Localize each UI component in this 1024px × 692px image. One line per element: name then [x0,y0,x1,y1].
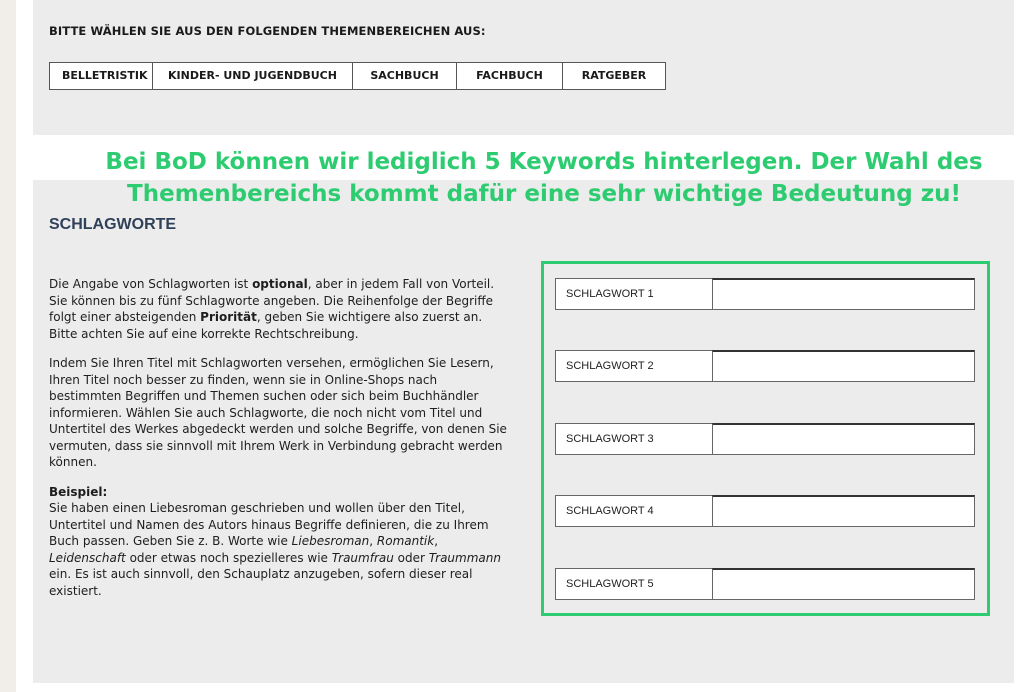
keywords-description [49,276,509,612]
example-paragraph [49,484,509,600]
keyword-fields-highlight [541,261,990,616]
annotation-line-2: Themenbereichs kommt dafür eine sehr wichtige Bedeutung zu! [127,181,961,207]
section-title: SCHLAGWORTE [49,216,177,233]
keyword-label-1: SCHLAGWORT 1 [555,278,712,310]
example-word-3: Leidenschaft [49,550,126,565]
keyword-row-3 [555,423,975,455]
intro-priority: Priorität [200,310,257,324]
keyword-input-2[interactable] [712,350,975,382]
keywords-panel [33,180,1014,683]
example-sep-1: , [369,534,377,548]
example-text-1: Sie haben einen Liebesroman geschrieben und wollen über den Titel, Untertitel und Namen des Autors hinaus Begriffe definieren, die zu Ihrem Buch passen. Geben Sie z. B. Worte wie [49,501,489,548]
example-word-1: Liebesroman [291,534,370,548]
keyword-row-5 [555,568,975,600]
theme-tabs [49,62,666,90]
keyword-row-4 [555,495,975,527]
tab-belletristik[interactable]: BELLETRISTIK [50,63,153,89]
example-text-2: oder etwas noch spezielleres wie [125,550,332,565]
theme-selection-panel [33,0,1014,135]
keyword-input-3[interactable] [712,423,975,455]
keyword-row-1 [555,278,975,310]
example-text-3: oder [393,550,429,565]
keyword-input-4[interactable] [712,495,975,527]
keyword-row-2 [555,350,975,382]
left-margin-strip [0,0,16,692]
example-sep-2: , [434,534,439,548]
keyword-label-3: SCHLAGWORT 3 [555,423,712,455]
annotation-line-1: Bei BoD können wir lediglich 5 Keywords hinterlegen. Der Wahl des [105,149,983,175]
annotation-overlay [64,146,1024,210]
keyword-input-5[interactable] [712,568,975,600]
keyword-label-4: SCHLAGWORT 4 [555,495,712,527]
tab-kinder-jugendbuch[interactable]: KINDER- UND JUGENDBUCH [153,63,353,89]
intro-text-2: , aber in jedem Fall von Vorteil. Sie können bis zu fünf Schlagworte angeben. Die Reihenfolge der Begriffe folgt einer absteigenden [49,277,495,324]
keyword-label-2: SCHLAGWORT 2 [555,350,712,382]
example-word-5: Traummann [428,550,501,565]
tab-fachbuch[interactable]: FACHBUCH [457,63,563,89]
benefit-paragraph: Indem Sie Ihren Titel mit Schlagworten versehen, ermöglichen Sie Lesern, Ihren Titel noch besser zu finden, wenn sie in Online-Shops nach bestimmten Begriffen und Themen suchen oder sich beim Buchhändler informieren. Wählen Sie auch Schlagworte, die noch nicht vom Titel und Untertitel des Werkes abgedeckt werden und solche Begriffe, von denen Sie vermuten, dass sie sinnvoll mit Ihrem Werk in Verbindung gebracht werden können. [49,356,507,469]
example-word-2: Romantik [376,534,435,548]
tab-sachbuch[interactable]: SACHBUCH [353,63,457,89]
intro-paragraph [49,276,509,342]
intro-optional: optional [252,277,308,291]
intro-text-1: Die Angabe von Schlagworten ist [49,277,253,291]
example-text-4: ein. Es ist auch sinnvoll, den Schauplatz anzugeben, sofern dieser real existiert. [49,567,473,598]
intro-text-3: , geben Sie wichtigere also zuerst an. Bitte achten Sie auf eine korrekte Rechtschreibung. [49,310,483,341]
tab-ratgeber[interactable]: RATGEBER [581,69,647,82]
keyword-input-1[interactable] [712,278,975,310]
example-label: Beispiel: [49,484,108,499]
theme-heading: BITTE WÄHLEN SIE AUS DEN FOLGENDEN THEMENBEREICHEN AUS: [49,24,486,38]
example-word-4: Traumfrau [331,550,394,565]
keyword-label-5: SCHLAGWORT 5 [555,568,712,600]
